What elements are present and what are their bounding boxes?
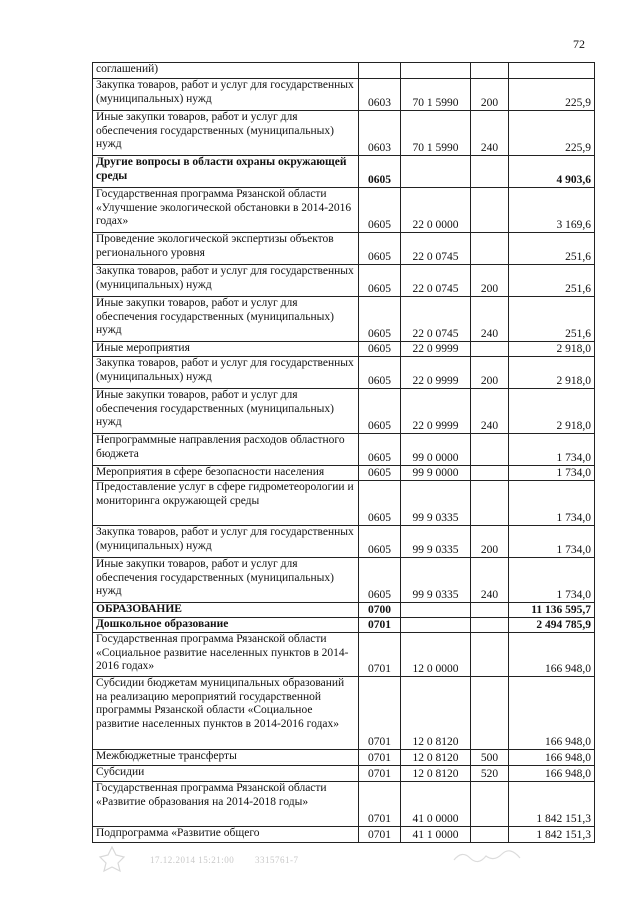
row-target-article-cell: 70 1 5990 [401, 79, 471, 111]
row-name-cell: Иные мероприятия [93, 342, 359, 357]
row-expense-type-cell: 240 [471, 389, 509, 434]
row-target-article-cell: 12 0 8120 [401, 750, 471, 766]
row-name-cell: Предоставление услуг в сфере гидрометеорологии и мониторинга окружающей среды [93, 481, 359, 526]
seal-icon [98, 845, 126, 873]
row-sum-cell: 1 734,0 [509, 434, 595, 466]
footer-code: 3315761-7 [255, 855, 299, 865]
row-target-article-cell: 22 0 0745 [401, 233, 471, 265]
row-target-article-cell: 12 0 8120 [401, 766, 471, 782]
table-row [93, 481, 595, 526]
row-sum-cell: 225,9 [509, 111, 595, 156]
row-sum-cell: 1 734,0 [509, 481, 595, 526]
row-expense-type-cell: 240 [471, 111, 509, 156]
table-row [93, 389, 595, 434]
row-expense-type-cell [471, 603, 509, 618]
row-section-cell: 0700 [359, 603, 401, 618]
row-sum-cell: 251,6 [509, 265, 595, 297]
row-section-cell: 0701 [359, 827, 401, 843]
row-target-article-cell: 22 0 0000 [401, 188, 471, 233]
budget-table [92, 62, 595, 843]
row-section-cell: 0603 [359, 111, 401, 156]
row-target-article-cell: 12 0 0000 [401, 633, 471, 677]
row-name-cell: Межбюджетные трансферты [93, 750, 359, 766]
row-section-cell: 0605 [359, 526, 401, 558]
row-name-cell: Государственная программа Рязанской области «Улучшение экологической обстановки в 2014-2016 годах» [93, 188, 359, 233]
table-row [93, 357, 595, 389]
row-sum-cell: 166 948,0 [509, 766, 595, 782]
row-section-cell: 0701 [359, 766, 401, 782]
row-sum-cell: 1 842 151,3 [509, 827, 595, 843]
table-row [93, 827, 595, 843]
row-section-cell: 0605 [359, 434, 401, 466]
row-expense-type-cell [471, 633, 509, 677]
table-row [93, 233, 595, 265]
row-name-cell: Проведение экологической экспертизы объектов регионального уровня [93, 233, 359, 265]
row-target-article-cell [401, 156, 471, 188]
row-name-cell: Закупка товаров, работ и услуг для государственных (муниципальных) нужд [93, 357, 359, 389]
row-target-article-cell: 12 0 8120 [401, 677, 471, 750]
row-section-cell: 0605 [359, 342, 401, 357]
row-expense-type-cell: 200 [471, 79, 509, 111]
row-name-cell: Иные закупки товаров, работ и услуг для обеспечения государственных (муниципальных) нужд [93, 389, 359, 434]
row-expense-type-cell [471, 233, 509, 265]
row-section-cell: 0605 [359, 188, 401, 233]
table-row [93, 297, 595, 342]
row-sum-cell: 166 948,0 [509, 750, 595, 766]
row-section-cell: 0605 [359, 389, 401, 434]
table-row [93, 618, 595, 633]
row-expense-type-cell [471, 466, 509, 481]
row-name-cell: Государственная программа Рязанской области «Развитие образования на 2014-2018 годы» [93, 782, 359, 827]
row-name-cell: Дошкольное образование [93, 618, 359, 633]
signature-stamp [452, 848, 522, 866]
row-name-cell: соглашений) [93, 63, 359, 79]
row-name-cell: Иные закупки товаров, работ и услуг для обеспечения государственных (муниципальных) нужд [93, 297, 359, 342]
table-row [93, 434, 595, 466]
row-sum-cell: 251,6 [509, 297, 595, 342]
table-row [93, 558, 595, 603]
table-row [93, 79, 595, 111]
row-section-cell: 0701 [359, 677, 401, 750]
table-row [93, 342, 595, 357]
row-expense-type-cell: 520 [471, 766, 509, 782]
row-section-cell: 0605 [359, 558, 401, 603]
row-section-cell: 0605 [359, 297, 401, 342]
row-expense-type-cell: 500 [471, 750, 509, 766]
row-sum-cell: 1 734,0 [509, 466, 595, 481]
row-name-cell: Иные закупки товаров, работ и услуг для обеспечения государственных (муниципальных) нужд [93, 111, 359, 156]
row-target-article-cell: 99 9 0000 [401, 466, 471, 481]
row-target-article-cell: 99 9 0335 [401, 526, 471, 558]
table-row [93, 750, 595, 766]
row-name-cell: Иные закупки товаров, работ и услуг для обеспечения государственных (муниципальных) нужд [93, 558, 359, 603]
row-sum-cell: 11 136 595,7 [509, 603, 595, 618]
row-name-cell: Субсидии [93, 766, 359, 782]
row-section-cell: 0605 [359, 466, 401, 481]
row-expense-type-cell: 200 [471, 526, 509, 558]
row-sum-cell [509, 63, 595, 79]
table-row [93, 766, 595, 782]
row-expense-type-cell [471, 188, 509, 233]
row-name-cell: Непрограммные направления расходов областного бюджета [93, 434, 359, 466]
row-target-article-cell: 70 1 5990 [401, 111, 471, 156]
row-target-article-cell: 22 0 0745 [401, 297, 471, 342]
row-name-cell: Закупка товаров, работ и услуг для государственных (муниципальных) нужд [93, 79, 359, 111]
row-target-article-cell [401, 63, 471, 79]
row-expense-type-cell [471, 63, 509, 79]
row-sum-cell: 166 948,0 [509, 633, 595, 677]
row-name-cell: ОБРАЗОВАНИЕ [93, 603, 359, 618]
row-expense-type-cell: 240 [471, 558, 509, 603]
row-sum-cell: 251,6 [509, 233, 595, 265]
row-name-cell: Другие вопросы в области охраны окружающей среды [93, 156, 359, 188]
row-target-article-cell: 22 0 0745 [401, 265, 471, 297]
page-number: 72 [573, 37, 585, 51]
row-target-article-cell: 41 1 0000 [401, 827, 471, 843]
row-target-article-cell: 99 0 0000 [401, 434, 471, 466]
table-row [93, 63, 595, 79]
row-section-cell: 0605 [359, 156, 401, 188]
row-target-article-cell: 99 9 0335 [401, 481, 471, 526]
row-target-article-cell: 22 0 9999 [401, 342, 471, 357]
row-name-cell: Мероприятия в сфере безопасности населения [93, 466, 359, 481]
row-section-cell: 0605 [359, 481, 401, 526]
row-name-cell: Субсидии бюджетам муниципальных образований на реализацию мероприятий государственной программы Рязанской области «Социальное развитие населенных пунктов в 2014-2016 годах» [93, 677, 359, 750]
row-target-article-cell: 22 0 9999 [401, 389, 471, 434]
row-expense-type-cell: 240 [471, 297, 509, 342]
row-expense-type-cell [471, 434, 509, 466]
row-sum-cell: 225,9 [509, 79, 595, 111]
table-row [93, 188, 595, 233]
row-section-cell: 0701 [359, 750, 401, 766]
row-name-cell: Подпрограмма «Развитие общего [93, 827, 359, 843]
row-section-cell: 0701 [359, 633, 401, 677]
row-expense-type-cell [471, 618, 509, 633]
table-row [93, 782, 595, 827]
row-sum-cell: 166 948,0 [509, 677, 595, 750]
footer [150, 855, 317, 865]
row-sum-cell: 3 169,6 [509, 188, 595, 233]
table-row [93, 603, 595, 618]
row-section-cell: 0605 [359, 265, 401, 297]
row-name-cell: Государственная программа Рязанской области «Социальное развитие населенных пунктов в 2014-2016 годах» [93, 633, 359, 677]
row-name-cell: Закупка товаров, работ и услуг для государственных (муниципальных) нужд [93, 526, 359, 558]
row-section-cell: 0701 [359, 618, 401, 633]
row-sum-cell: 1 734,0 [509, 558, 595, 603]
table-row [93, 633, 595, 677]
row-target-article-cell [401, 603, 471, 618]
row-expense-type-cell [471, 677, 509, 750]
row-expense-type-cell [471, 782, 509, 827]
row-sum-cell: 2 918,0 [509, 389, 595, 434]
table-row [93, 111, 595, 156]
row-section-cell: 0605 [359, 233, 401, 265]
row-expense-type-cell [471, 481, 509, 526]
row-expense-type-cell [471, 827, 509, 843]
row-section-cell [359, 63, 401, 79]
row-target-article-cell: 41 0 0000 [401, 782, 471, 827]
row-sum-cell: 2 918,0 [509, 342, 595, 357]
row-section-cell: 0603 [359, 79, 401, 111]
table-row [93, 677, 595, 750]
row-target-article-cell [401, 618, 471, 633]
row-expense-type-cell: 200 [471, 357, 509, 389]
row-target-article-cell: 99 9 0335 [401, 558, 471, 603]
row-name-cell: Закупка товаров, работ и услуг для государственных (муниципальных) нужд [93, 265, 359, 297]
row-sum-cell: 2 494 785,9 [509, 618, 595, 633]
row-section-cell: 0605 [359, 357, 401, 389]
row-target-article-cell: 22 0 9999 [401, 357, 471, 389]
row-sum-cell: 1 734,0 [509, 526, 595, 558]
table-row [93, 265, 595, 297]
row-sum-cell: 1 842 151,3 [509, 782, 595, 827]
table-row [93, 466, 595, 481]
table-row [93, 156, 595, 188]
table-row [93, 526, 595, 558]
row-section-cell: 0701 [359, 782, 401, 827]
row-expense-type-cell [471, 342, 509, 357]
row-sum-cell: 2 918,0 [509, 357, 595, 389]
row-expense-type-cell: 200 [471, 265, 509, 297]
row-expense-type-cell [471, 156, 509, 188]
footer-datetime: 17.12.2014 15:21:00 [150, 855, 235, 865]
row-sum-cell: 4 903,6 [509, 156, 595, 188]
